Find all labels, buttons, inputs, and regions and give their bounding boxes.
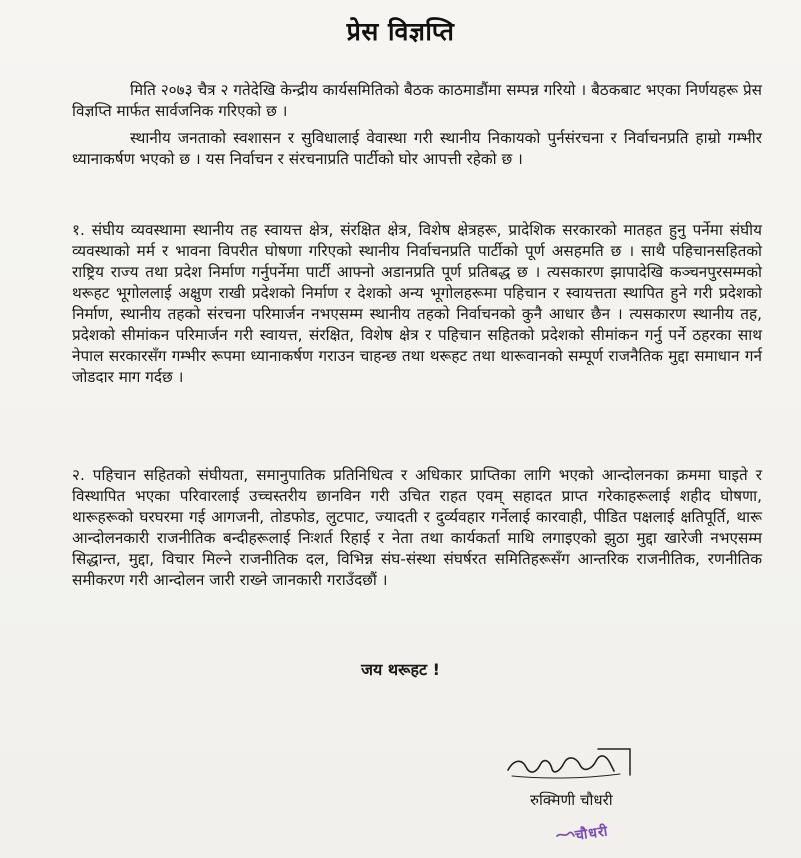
stamp-mark [555,830,575,840]
document-title: प्रेस विज्ञप्ति [346,17,455,46]
paragraph-intro: मिति २०७३ चैत्र २ गतेदेखि केन्द्रीय कार्यसमितिको बैठक काठमाडौंमा सम्पन्न गरियो । बैठकबाट भएका निर्णयहरू प्रेस विज्ञप्ति मार्फत सार्वजनिक गरिएको छ । [72,81,762,120]
paragraph-point-1: १. संघीय व्यवस्थामा स्थानीय तह स्वायत्त क्षेत्र, संरक्षित क्षेत्र, विशेष क्षेत्रहरू, प्रादेशिक सरकारको मातहत हुनु पर्नेमा संघीय व्यवस्थाको मर्म र भावना विपरीत घोषणा गरिएको स्थानीय निर्वाचनप्रति पार्टीको पूर्ण असहमति छ । साथै पहिचानसहितको राष्ट्रिय राज्य तथा प्रदेश निर्माण गर्नुपर्नेमा पार्टी आफ्नो अडानप्रति पूर्ण प्रतिबद्ध छ । त्यसकारण झापादेखि कञ्चनपुरसम्मको थरूहट भूगोललाई अक्षुण राखी प्रदेशको निर्माण र देशको अन्य भूगोलहरूमा पहिचान र स्वायत्तता स्थापित हुने गरी प्रदेशको निर्माण, स्थानीय तहको संरचना परिमार्जन नभएसम्म स्थानीय तहको निर्वाचनको कुनै आधार छैन । त्यसकारण स्थानीय तह, प्रदेशको सीमांकन परिमार्जन गरी स्वायत्त, संरक्षित, विशेष क्षेत्र र पहिचान सहितको प्रदेशको सीमांकन गर्नु पर्ने ठहरका साथ नेपाल सरकारसँग गम्भीर रूपमा ध्यानाकर्षण गराउन चाहन्छ तथा थरूहट तथा थारूवानको सम्पूर्ण राजनैतिक मुद्दा समाधान गर्न जोडदार माग गर्दछ । [72,221,762,386]
stamp-text: चौधरी [573,823,610,844]
handwritten-signature [502,745,642,785]
paragraph-concern: स्थानीय जनताको स्वशासन र सुविधालाई वेवास्था गरी स्थानीय निकायको पुर्नसंरचना र निर्वाचनप्रति हाम्रो गम्भीर ध्यानाकर्षण भएको छ । यस निर्वाचन र संरचनाप्रति पार्टीको घोर आपत्ती रहेको छ । [72,129,762,168]
signatory-name: रुक्मिणी चौधरी [530,791,613,809]
closing-slogan: जय थरूहट ! [361,660,440,679]
paragraph-point-2: २. पहिचान सहितको संघीयता, समानुपातिक प्रतिनिधित्व र अधिकार प्राप्तिका लागि भएको आन्दोलनका क्रममा घाइते र विस्थापित भएका परिवारलाई उच्चस्तरीय छानविन गरी उचित राहत एवम् सहादत प्राप्त गरेकाहरूलाई शहीद घोषणा, थारूहरूको घरघरमा गई आगजनी, तोडफोड, लुटपाट, ज्यादती र दुर्व्यवहार गर्नेलाई कारवाही, पीडित पक्षलाई क्षतिपूर्ति, थारू आन्दोलनकारी राजनीतिक बन्दीहरूलाई निःशर्त रिहाई र नेता तथा कार्यकर्ता माथि लगाइएको झुठा मुद्दा खारेजी नभएसम्म सिद्धान्त, मुद्दा, विचार मिल्ने राजनीतिक दल, विभिन्न संघ-संस्था संघर्षरत समितिहरूसँग आन्तरिक राजनीतिक, रणनीतिक समीकरण गरी आन्दोलन जारी राख्ने जानकारी गराउँदछौं । [72,466,762,589]
